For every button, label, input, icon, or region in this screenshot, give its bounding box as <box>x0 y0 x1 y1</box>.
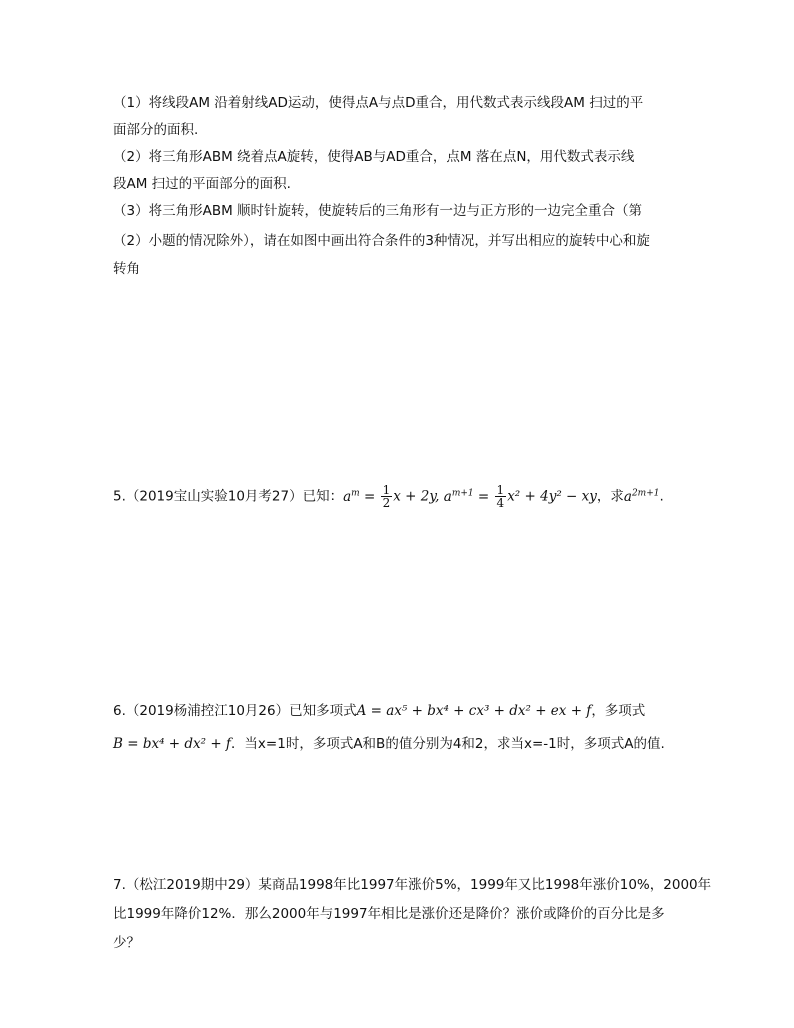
q5-math-target: $a^{2m+1}$ <box>623 488 660 505</box>
q6-mid: ，多项式 <box>591 703 646 719</box>
q7-line1: 7.（松江2019期中29）某商品1998年比1997年涨价5%，1999年又比1998年涨价10%，2000年 <box>113 877 712 893</box>
q4-part1-line2: 面部分的面积. <box>113 122 199 138</box>
q6-rest: ．当x=1时，多项式A和B的值分别为4和2，求当x=-1时，多项式A的值. <box>230 736 665 752</box>
q4-part3-line1: （3）将三角形ABM 顺时针旋转，使旋转后的三角形有一边与正方形的一边完全重合（第 <box>113 203 643 219</box>
q6-poly-b: B = bx⁴ + dx² + f <box>113 736 231 752</box>
q5-text <box>113 484 664 509</box>
q7-line2: 比1999年降价12%．那么2000年与1997年相比是涨价还是降价？涨价或降价的百分比是多 <box>113 906 665 922</box>
q6-poly-a: A = ax⁵ + bx⁴ + cx³ + dx² + ex + f <box>356 703 592 719</box>
q5-mid: ，求 <box>596 488 624 505</box>
q4-part2-line2: 段AM 扫过的平面部分的面积. <box>113 176 291 192</box>
q6-line2 <box>113 734 665 754</box>
q4-part2-line1: （2）将三角形ABM 绕着点A旋转，使得AB与AD重合，点M 落在点N，用代数式表示线 <box>113 149 635 165</box>
q5-math-am: $a^m$ = <box>343 488 380 505</box>
q5-math-expr2: x² + 4y² − xy <box>507 488 597 505</box>
q5-frac-quarter: $\frac{1}{4}$ <box>496 483 505 510</box>
q6-prefix: 6.（2019杨浦控江10月26）已知多项式 <box>113 703 357 719</box>
q5-end: . <box>659 488 664 505</box>
q5-prefix: 5.（2019宝山实验10月考27）已知： <box>113 488 344 505</box>
q5-math-expr1: x + 2y, <box>393 488 444 505</box>
q5-math-am1: $a^{m+1}$ = <box>443 488 494 505</box>
q4-part3-line3: 转角 <box>113 261 140 277</box>
q7-line3: 少？ <box>113 935 140 951</box>
q4-part1-line1: （1）将线段AM 沿着射线AD运动，使得点A与点D重合，用代数式表示线段AM 扫过的平 <box>113 95 644 111</box>
q4-part3-line2: （2）小题的情况除外），请在如图中画出符合条件的3种情况，并写出相应的旋转中心和旋 <box>113 233 650 249</box>
q5-frac-half: $\frac{1}{2}$ <box>382 483 391 510</box>
q6-line1 <box>113 701 645 721</box>
